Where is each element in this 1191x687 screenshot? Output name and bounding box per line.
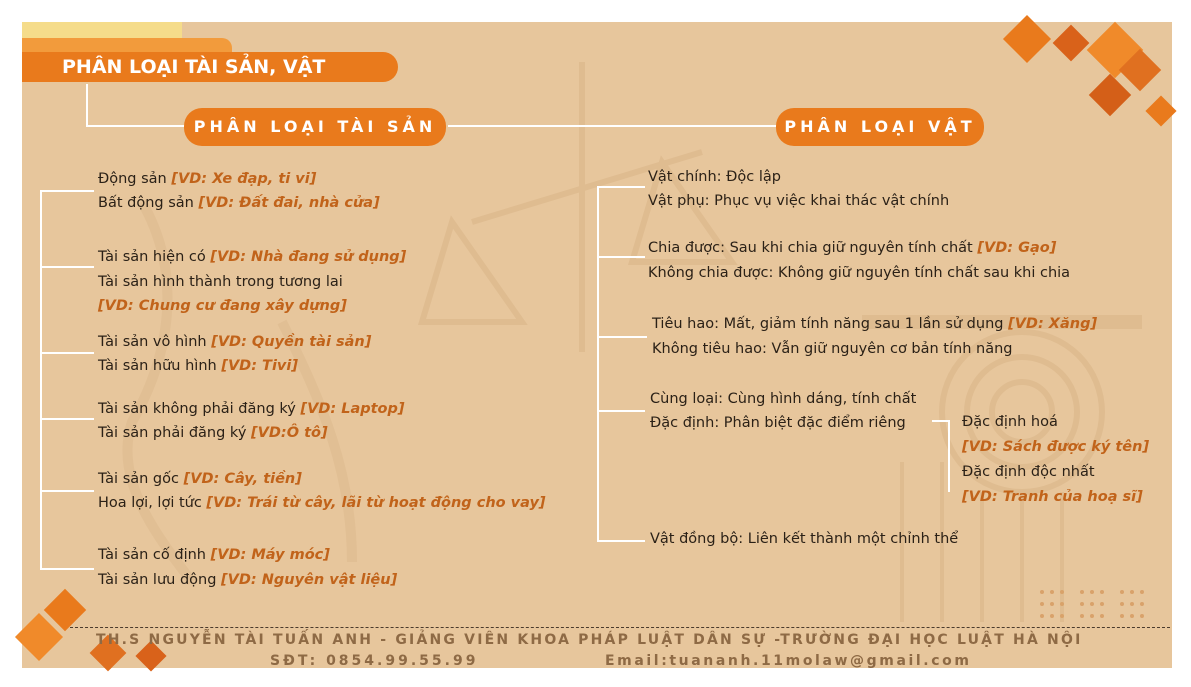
sub-tree-link xyxy=(932,420,950,422)
heading-phan-loai-vat: PHÂN LOẠI VẬT xyxy=(776,108,984,146)
right-line-2: Vật phụ: Phục vụ việc khai thác vật chính xyxy=(648,193,950,209)
footer-author: TH.S NGUYỄN TÀI TUẤN ANH - GIẢNG VIÊN KHOA PHÁP LUẬT DÂN SỰ -TRƯỜNG ĐẠI HỌC LUẬT HÀ NỘI xyxy=(96,632,1083,648)
left-line-7: Tài sản hữu hình [VD: Tivi] xyxy=(98,358,298,374)
right-line-3: Chia được: Sau khi chia giữ nguyên tính chất [VD: Gạo] xyxy=(648,240,1057,256)
sub-line-1: Đặc định hoá xyxy=(962,414,1058,430)
connector-title-down xyxy=(86,84,88,126)
right-line-6: Không tiêu hao: Vẫn giữ nguyên cơ bản tính năng xyxy=(652,341,1013,357)
left-line-5: [VD: Chung cư đang xây dựng] xyxy=(98,298,347,314)
left-line-4: Tài sản hình thành trong tương lai xyxy=(98,274,343,290)
left-line-12: Tài sản cố định [VD: Máy móc] xyxy=(98,547,330,563)
right-line-9: Vật đồng bộ: Liên kết thành một chỉnh thể xyxy=(650,531,959,547)
left-line-3: Tài sản hiện có [VD: Nhà đang sử dụng] xyxy=(98,249,407,265)
sub-line-3: Đặc định độc nhất xyxy=(962,464,1095,480)
right-line-8: Đặc định: Phân biệt đặc điểm riêng xyxy=(650,415,906,431)
connector-title-left-pill xyxy=(86,125,186,127)
footer-divider xyxy=(70,627,1170,628)
connector-pills xyxy=(448,125,778,127)
left-line-6: Tài sản vô hình [VD: Quyền tài sản] xyxy=(98,334,372,350)
right-line-1: Vật chính: Độc lập xyxy=(648,169,781,185)
left-tree-trunk xyxy=(40,190,42,570)
sub-line-4: [VD: Tranh của hoạ sĩ] xyxy=(962,489,1143,505)
right-line-7: Cùng loại: Cùng hình dáng, tính chất xyxy=(650,391,917,407)
right-tree-trunk xyxy=(597,186,599,542)
heading-phan-loai-tai-san: PHÂN LOẠI TÀI SẢN xyxy=(184,108,446,146)
left-line-8: Tài sản không phải đăng ký [VD: Laptop] xyxy=(98,401,405,417)
left-line-10: Tài sản gốc [VD: Cây, tiền] xyxy=(98,471,302,487)
left-line-2: Bất động sản [VD: Đất đai, nhà cửa] xyxy=(98,195,380,211)
footer-phone: SĐT: 0854.99.55.99 xyxy=(270,653,479,669)
right-line-5: Tiêu hao: Mất, giảm tính năng sau 1 lần sử dụng [VD: Xăng] xyxy=(652,316,1098,332)
sub-tree-trunk xyxy=(948,420,950,492)
footer-email: Email:tuananh.11molaw@gmail.com xyxy=(605,653,972,669)
right-line-4: Không chia được: Không giữ nguyên tính chất sau khi chia xyxy=(648,265,1071,281)
sub-line-2: [VD: Sách được ký tên] xyxy=(962,439,1150,455)
left-line-11: Hoa lợi, lợi tức [VD: Trái từ cây, lãi từ hoạt động cho vay] xyxy=(98,495,546,511)
left-line-13: Tài sản lưu động [VD: Nguyên vật liệu] xyxy=(98,572,398,588)
left-line-1: Động sản [VD: Xe đạp, ti vi] xyxy=(98,171,317,187)
page-title: PHÂN LOẠI TÀI SẢN, VẬT xyxy=(62,56,326,78)
left-line-9: Tài sản phải đăng ký [VD:Ô tô] xyxy=(98,425,328,441)
